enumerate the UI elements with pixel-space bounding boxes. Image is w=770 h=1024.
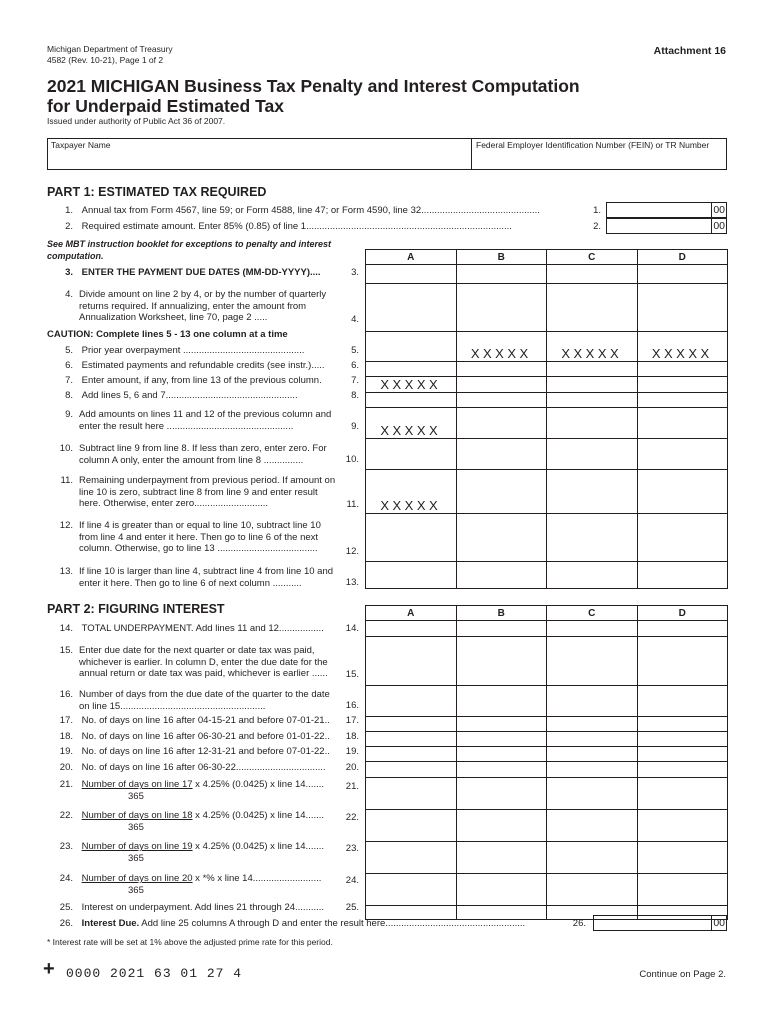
line-17-col-a[interactable] [366, 717, 457, 732]
line-17-col-c[interactable] [547, 717, 638, 732]
line-26-text: Add line 25 columns A through D and enter the result here..................................................... [139, 918, 526, 929]
taxpayer-name-label: Taxpayer Name [51, 140, 111, 150]
line-24-ref: 24. [345, 875, 359, 886]
line-14-col-b[interactable] [456, 621, 547, 637]
line-12-col-b[interactable] [456, 514, 547, 562]
line-6-col-d[interactable] [637, 362, 728, 377]
line-2-ref: 2. [593, 221, 601, 232]
line-5-col-d-x: XXXXX [637, 332, 728, 362]
line-6-text: Estimated payments and refundable credits (see instr.)..... [81, 360, 325, 371]
line-22-col-b[interactable] [456, 810, 547, 842]
line-15-col-b[interactable] [456, 637, 547, 686]
part1-title: PART 1: ESTIMATED TAX REQUIRED [47, 185, 267, 199]
row-15 [366, 637, 728, 686]
line-20 [47, 762, 347, 774]
line-3-col-d[interactable] [637, 265, 728, 284]
line-number: 15. [59, 645, 73, 656]
cents-divider [711, 916, 712, 931]
line-20-col-d[interactable] [637, 762, 728, 778]
line-25-text: Interest on underpayment. Add lines 21 through 24........... [81, 902, 325, 913]
line-11-col-c[interactable] [547, 470, 638, 514]
line-19-ref: 19. [345, 746, 359, 757]
line-11-ref: 11. [346, 499, 359, 510]
line-26-label: Interest Due. [81, 918, 140, 929]
line-9-col-a-x: XXXXX [366, 408, 457, 439]
line-12-col-a[interactable] [366, 514, 457, 562]
fein-field[interactable] [472, 138, 727, 170]
line-19-col-b[interactable] [456, 747, 547, 762]
line-10-ref: 10. [345, 454, 359, 465]
part2-grid [365, 605, 728, 920]
row-3 [366, 265, 728, 284]
line-18-col-c[interactable] [547, 732, 638, 747]
line-7-text: Enter amount, if any, from line 13 of the previous column. [81, 375, 322, 386]
line-9-col-c[interactable] [547, 408, 638, 439]
line-16 [47, 689, 347, 712]
line-15-col-a[interactable] [366, 637, 457, 686]
line-23-col-b[interactable] [456, 842, 547, 874]
line-20-col-a[interactable] [366, 762, 457, 778]
line-22-denominator: 365 [128, 822, 144, 833]
line-17 [47, 715, 347, 727]
line-18-col-b[interactable] [456, 732, 547, 747]
line-1-cents: 00 [713, 204, 725, 216]
row-22 [366, 810, 728, 842]
line-4-ref: 4. [351, 314, 359, 325]
line-13-ref: 13. [345, 577, 359, 588]
form-header [47, 44, 173, 66]
line-20-ref: 20. [345, 762, 359, 773]
row-11 [366, 470, 728, 514]
line-10 [47, 443, 347, 466]
line-14-ref: 14. [345, 623, 359, 634]
line-5 [47, 345, 347, 357]
row-12 [366, 514, 728, 562]
column-d-header: D [637, 606, 728, 621]
line-20-text: No. of days on line 16 after 06-30-22.................................. [81, 762, 326, 773]
line-6-col-c[interactable] [547, 362, 638, 377]
line-19-col-a[interactable] [366, 747, 457, 762]
line-11 [47, 475, 347, 510]
line-number: 2. [65, 221, 73, 232]
line-23-col-d[interactable] [637, 842, 728, 874]
line-23-denominator: 365 [128, 853, 144, 864]
line-number: 10. [59, 443, 73, 454]
row-17 [366, 717, 728, 732]
line-21-col-b[interactable] [456, 778, 547, 810]
line-3 [47, 267, 337, 279]
line-5-col-c-x: XXXXX [547, 332, 638, 362]
line-10-col-c[interactable] [547, 439, 638, 470]
line-22-col-d[interactable] [637, 810, 728, 842]
line-5-text: Prior year overpayment .............................................. [81, 345, 305, 356]
row-4 [366, 284, 728, 332]
line-number: 26. [59, 918, 73, 929]
line-number: 5. [65, 345, 73, 356]
line-2 [47, 221, 577, 233]
part2-title: PART 2: FIGURING INTEREST [47, 602, 225, 616]
line-4-text: Divide amount on line 2 by 4, or by the number of quarterly returns required. If annualizing, enter the amount from Annualization Worksheet, line 70, page 2 ..... [79, 289, 327, 323]
issued-authority: Issued under authority of Public Act 36 of 2007. [47, 116, 226, 126]
line-number: 12. [59, 520, 73, 531]
line-3-ref: 3. [351, 267, 359, 278]
column-d-header: D [637, 250, 728, 265]
line-5-col-a[interactable] [366, 332, 457, 362]
title-line-2: for Underpaid Estimated Tax [47, 96, 284, 116]
line-26-ref: 26. [572, 918, 586, 929]
line-16-col-c[interactable] [547, 686, 638, 717]
line-8-col-d[interactable] [637, 393, 728, 408]
row-8 [366, 393, 728, 408]
line-number: 4. [65, 289, 73, 300]
line-16-col-d[interactable] [637, 686, 728, 717]
line-number: 17. [59, 715, 73, 726]
fein-label: Federal Employer Identification Number (FEIN) or TR Number [476, 140, 710, 150]
row-20 [366, 762, 728, 778]
line-13-text: If line 10 is larger than line 4, subtract line 4 from line 10 and enter it here. Then go to line 6 of next column ........... [79, 566, 334, 589]
row-24 [366, 874, 728, 906]
line-14-col-c[interactable] [547, 621, 638, 637]
row-7 [366, 377, 728, 393]
line-20-col-b[interactable] [456, 762, 547, 778]
line-26-cents: 00 [713, 917, 725, 929]
line-12-col-d[interactable] [637, 514, 728, 562]
line-6-ref: 6. [351, 360, 359, 371]
part1-grid [365, 249, 728, 589]
line-12-ref: 12. [345, 546, 359, 557]
line-number: 6. [65, 360, 73, 371]
line-19 [47, 746, 347, 758]
line-8-col-b[interactable] [456, 393, 547, 408]
line-14-col-d[interactable] [637, 621, 728, 637]
line-1 [47, 205, 577, 217]
line-13 [47, 566, 347, 589]
line-22-col-c[interactable] [547, 810, 638, 842]
line-2-text: Required estimate amount. Enter 85% (0.85) of line 1.............................................................................. [81, 221, 512, 232]
continue-note: Continue on Page 2. [639, 969, 726, 980]
line-4-col-c[interactable] [547, 284, 638, 332]
row-14 [366, 621, 728, 637]
line-14-col-a[interactable] [366, 621, 457, 637]
line-3-col-b[interactable] [456, 265, 547, 284]
line-number: 25. [59, 902, 73, 913]
line-22-ref: 22. [345, 812, 359, 823]
line-6-col-a[interactable] [366, 362, 457, 377]
line-18-col-d[interactable] [637, 732, 728, 747]
line-15-text: Enter due date for the next quarter or date tax was paid, whichever is earlier. In column D, enter the due date for the annual return or date tax was paid, whichever is earlier ...... [79, 645, 328, 679]
line-11-text: Remaining underpayment from previous period. If amount on line 10 is zero, subtract line 8 from line 9 and enter result here. Otherwise, enter zero............................ [79, 475, 336, 509]
attachment-number: Attachment 16 [653, 45, 726, 57]
line-9-col-b[interactable] [456, 408, 547, 439]
title-line-1: 2021 MICHIGAN Business Tax Penalty and Interest Computation [47, 76, 580, 96]
line-22-text: x 4.25% (0.0425) x line 14....... [192, 810, 325, 821]
line-4-col-d[interactable] [637, 284, 728, 332]
column-b-header: B [456, 606, 547, 621]
line-24-col-a[interactable] [366, 874, 457, 906]
line-number: 18. [59, 731, 73, 742]
line-21 [47, 779, 347, 791]
line-18-col-a[interactable] [366, 732, 457, 747]
line-11-col-a-x: XXXXX [366, 470, 457, 514]
line-19-col-d[interactable] [637, 747, 728, 762]
line-6-col-b[interactable] [456, 362, 547, 377]
line-16-ref: 16. [345, 700, 359, 711]
exceptions-note: See MBT instruction booklet for exceptions to penalty and interest computation. [47, 239, 332, 261]
line-8-col-a[interactable] [366, 393, 457, 408]
line-number: 13. [59, 566, 73, 577]
line-4-col-b[interactable] [456, 284, 547, 332]
line-23-text: x 4.25% (0.0425) x line 14....... [192, 841, 325, 852]
line-number: 9. [65, 409, 73, 420]
line-1-amount[interactable] [606, 202, 727, 218]
line-17-text: No. of days on line 16 after 04-15-21 and before 07-01-21.. [81, 715, 330, 726]
part2-column-headers [366, 606, 728, 621]
line-21-col-a[interactable] [366, 778, 457, 810]
line-9-ref: 9. [351, 421, 359, 432]
line-13-col-b[interactable] [456, 562, 547, 589]
cents-divider [711, 219, 712, 234]
line-13-col-d[interactable] [637, 562, 728, 589]
line-8-col-c[interactable] [547, 393, 638, 408]
line-2-cents: 00 [713, 220, 725, 232]
line-21-ref: 21. [345, 781, 359, 792]
line-7-col-a-x: XXXXX [366, 377, 457, 393]
column-a-header: A [366, 606, 457, 621]
line-number: 14. [59, 623, 73, 634]
line-7 [47, 375, 347, 387]
line-number: 21. [59, 779, 73, 790]
line-number: 23. [59, 841, 73, 852]
line-15 [47, 645, 347, 680]
line-7-col-c[interactable] [547, 377, 638, 393]
line-9 [47, 409, 347, 432]
line-18-ref: 18. [345, 731, 359, 742]
line-number: 3. [65, 267, 73, 278]
row-16 [366, 686, 728, 717]
line-number: 11. [60, 475, 73, 486]
row-21 [366, 778, 728, 810]
line-24-text: x *% x line 14.......................... [192, 873, 322, 884]
line-10-col-d[interactable] [637, 439, 728, 470]
line-number: 1. [65, 205, 73, 216]
line-number: 22. [59, 810, 73, 821]
line-number: 8. [65, 390, 73, 401]
line-4 [47, 289, 347, 324]
line-number: 20. [59, 762, 73, 773]
line-1-text: Annual tax from Form 4567, line 59; or Form 4588, line 47; or Form 4590, line 32............................................. [81, 205, 540, 216]
line-14 [47, 623, 347, 635]
line-8-ref: 8. [351, 390, 359, 401]
line-16-col-a[interactable] [366, 686, 457, 717]
line-number: 7. [65, 375, 73, 386]
line-number: 16. [59, 689, 73, 700]
line-number: 24. [59, 873, 73, 884]
line-22 [47, 810, 347, 822]
row-6 [366, 362, 728, 377]
line-11-col-b[interactable] [456, 470, 547, 514]
line-24-denominator: 365 [128, 885, 144, 896]
plus-mark: + [43, 958, 55, 980]
line-1-ref: 1. [593, 205, 601, 216]
line-21-col-c[interactable] [547, 778, 638, 810]
line-11-col-d[interactable] [637, 470, 728, 514]
line-21-denominator: 365 [128, 791, 144, 802]
column-b-header: B [456, 250, 547, 265]
row-23 [366, 842, 728, 874]
row-19 [366, 747, 728, 762]
line-26-amount[interactable] [593, 915, 727, 931]
column-c-header: C [547, 250, 638, 265]
column-c-header: C [547, 606, 638, 621]
line-8-text: Add lines 5, 6 and 7.................................................. [81, 390, 298, 401]
line-5-col-b-x: XXXXX [456, 332, 547, 362]
line-24 [47, 873, 347, 885]
line-8 [47, 390, 347, 402]
line-24-col-b[interactable] [456, 874, 547, 906]
row-13 [366, 562, 728, 589]
line-18 [47, 731, 347, 743]
line-21-text: x 4.25% (0.0425) x line 14....... [192, 779, 325, 790]
line-3-text: ENTER THE PAYMENT DUE DATES (MM-DD-YYYY).... [81, 267, 321, 278]
row-9 [366, 408, 728, 439]
line-24-numerator: Number of days on line 20 [81, 873, 193, 884]
line-18-text: No. of days on line 16 after 06-30-21 and before 01-01-22.. [81, 731, 330, 742]
form-title [47, 76, 580, 116]
line-22-col-a[interactable] [366, 810, 457, 842]
line-15-col-d[interactable] [637, 637, 728, 686]
line-12-text: If line 4 is greater than or equal to line 10, subtract line 10 from line 4 and enter it here. Then go to line 6 of the next column. Otherwise, go to line 13 ...................................... [79, 520, 321, 554]
line-15-col-c[interactable] [547, 637, 638, 686]
line-23 [47, 841, 347, 853]
cents-divider [711, 203, 712, 218]
taxpayer-name-field[interactable] [47, 138, 472, 170]
line-24-col-d[interactable] [637, 874, 728, 906]
line-10-col-b[interactable] [456, 439, 547, 470]
line-23-ref: 23. [345, 843, 359, 854]
line-7-col-b[interactable] [456, 377, 547, 393]
line-3-col-a[interactable] [366, 265, 457, 284]
line-6 [47, 360, 347, 372]
agency-name: Michigan Department of Treasury [47, 44, 173, 54]
part1-column-headers [366, 250, 728, 265]
line-22-numerator: Number of days on line 18 [81, 810, 193, 821]
column-a-header: A [366, 250, 457, 265]
line-9-text: Add amounts on lines 11 and 12 of the previous column and enter the result here ................................................ [79, 409, 332, 432]
line-24-col-c[interactable] [547, 874, 638, 906]
line-17-ref: 17. [345, 715, 359, 726]
line-12-col-c[interactable] [547, 514, 638, 562]
line-7-col-d[interactable] [637, 377, 728, 393]
form-scan-code: 0000 2021 63 01 27 4 [66, 966, 243, 981]
line-19-col-c[interactable] [547, 747, 638, 762]
line-15-ref: 15. [345, 669, 359, 680]
line-19-text: No. of days on line 16 after 12-31-21 and before 07-01-22.. [81, 746, 330, 757]
line-23-col-c[interactable] [547, 842, 638, 874]
interest-footnote: * Interest rate will be set at 1% above the adjusted prime rate for this period. [47, 937, 333, 947]
line-21-col-d[interactable] [637, 778, 728, 810]
line-25-ref: 25. [345, 902, 359, 913]
line-4-col-a[interactable] [366, 284, 457, 332]
line-3-col-c[interactable] [547, 265, 638, 284]
taxpayer-name-value [47, 152, 472, 156]
line-17-col-b[interactable] [456, 717, 547, 732]
line-9-col-d[interactable] [637, 408, 728, 439]
row-10 [366, 439, 728, 470]
line-26 [47, 918, 567, 930]
caution-note: CAUTION: Complete lines 5 - 13 one column at a time [47, 329, 288, 340]
line-12 [47, 520, 347, 555]
line-14-text: TOTAL UNDERPAYMENT. Add lines 11 and 12................. [81, 623, 324, 634]
line-5-ref: 5. [351, 345, 359, 356]
row-5 [366, 332, 728, 362]
line-10-text: Subtract line 9 from line 8. If less than zero, enter zero. For column A only, enter the amount from line 8 ............... [79, 443, 327, 466]
line-25 [47, 902, 347, 914]
line-16-col-b[interactable] [456, 686, 547, 717]
line-20-col-c[interactable] [547, 762, 638, 778]
line-17-col-d[interactable] [637, 717, 728, 732]
line-number: 19. [59, 746, 73, 757]
line-10-col-a[interactable] [366, 439, 457, 470]
line-2-amount[interactable] [606, 218, 727, 234]
line-13-col-a[interactable] [366, 562, 457, 589]
form-revision: 4582 (Rev. 10-21), Page 1 of 2 [47, 55, 164, 65]
row-18 [366, 732, 728, 747]
line-7-ref: 7. [351, 375, 359, 386]
line-23-numerator: Number of days on line 19 [81, 841, 193, 852]
fein-value [472, 152, 727, 156]
line-23-col-a[interactable] [366, 842, 457, 874]
line-21-numerator: Number of days on line 17 [81, 779, 193, 790]
line-16-text: Number of days from the due date of the quarter to the date on line 15....................................................... [79, 689, 330, 712]
line-13-col-c[interactable] [547, 562, 638, 589]
